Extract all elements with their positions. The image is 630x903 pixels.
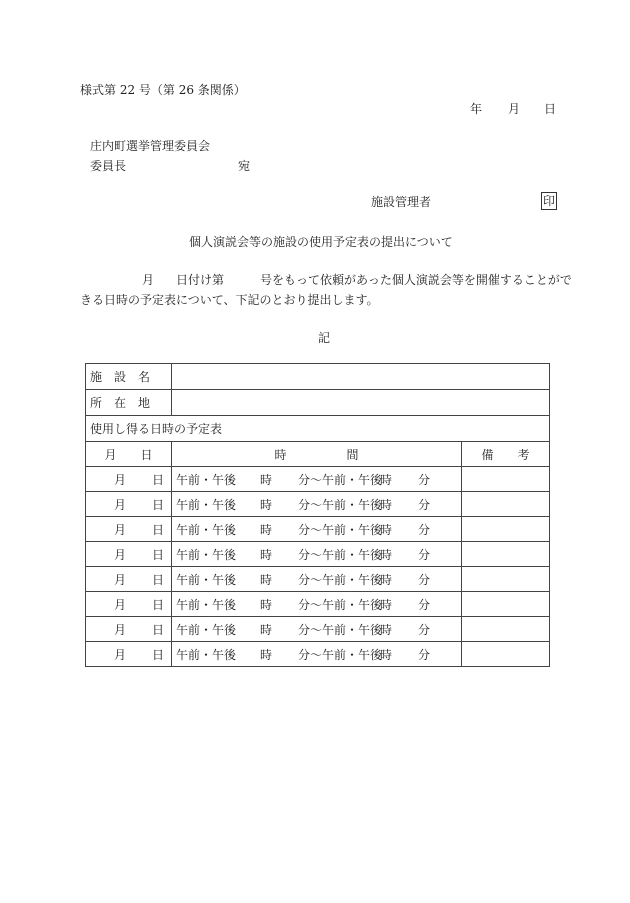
schedule-row — [86, 567, 550, 592]
row-minute-to: 分～午前・午後 — [298, 622, 383, 637]
row-time-cell[interactable] — [172, 592, 462, 617]
date-day: 日 — [544, 102, 557, 116]
body-day-ref: 日付け第 — [176, 273, 225, 287]
row-ampm-start: 午前・午後 — [176, 647, 237, 662]
row-day: 日 — [151, 547, 164, 562]
row-ampm-start: 午前・午後 — [176, 472, 237, 487]
row-minute-end: 分 — [418, 622, 431, 637]
schedule-label: 使用し得る日時の予定表 — [86, 416, 550, 442]
row-time-cell[interactable] — [172, 467, 462, 492]
row-remarks-cell[interactable] — [462, 542, 550, 567]
row-month: 月 — [113, 472, 126, 487]
row-minute-to: 分～午前・午後 — [298, 547, 383, 562]
row-ampm-start: 午前・午後 — [176, 547, 237, 562]
row-hour-start: 時 — [260, 622, 273, 637]
row-date-cell[interactable] — [86, 467, 172, 492]
row-date-cell[interactable] — [86, 492, 172, 517]
row-month: 月 — [113, 597, 126, 612]
row-minute-end: 分 — [418, 522, 431, 537]
row-hour-end: 時 — [380, 647, 393, 662]
row-hour-end: 時 — [380, 497, 393, 512]
row-hour-end: 時 — [380, 522, 393, 537]
row-minute-end: 分 — [418, 472, 431, 487]
schedule-row — [86, 542, 550, 567]
row-ampm-start: 午前・午後 — [176, 622, 237, 637]
row-day: 日 — [151, 647, 164, 662]
body-month: 月 — [142, 273, 155, 287]
schedule-row — [86, 617, 550, 642]
facility-name-field[interactable] — [172, 364, 550, 390]
header-remarks: 備 考 — [462, 442, 550, 467]
row-day: 日 — [151, 597, 164, 612]
row-hour-end: 時 — [380, 547, 393, 562]
schedule-table — [85, 363, 550, 667]
row-hour-end: 時 — [380, 472, 393, 487]
row-date-cell[interactable] — [86, 542, 172, 567]
subject-title: 個人演説会等の施設の使用予定表の提出について — [189, 235, 453, 249]
row-month: 月 — [113, 547, 126, 562]
row-remarks-cell[interactable] — [462, 617, 550, 642]
row-minute-to: 分～午前・午後 — [298, 597, 383, 612]
row-remarks-cell[interactable] — [462, 492, 550, 517]
schedule-row — [86, 592, 550, 617]
row-date-cell[interactable] — [86, 517, 172, 542]
row-ampm-start: 午前・午後 — [176, 597, 237, 612]
row-hour-start: 時 — [260, 547, 273, 562]
form-number: 様式第 22 号（第 26 条関係） — [80, 83, 246, 97]
header-time: 時 間 — [172, 442, 462, 467]
row-remarks-cell[interactable] — [462, 517, 550, 542]
row-date-cell[interactable] — [86, 567, 172, 592]
row-ampm-start: 午前・午後 — [176, 497, 237, 512]
row-day: 日 — [151, 472, 164, 487]
row-ampm-start: 午前・午後 — [176, 522, 237, 537]
row-month: 月 — [113, 647, 126, 662]
row-day: 日 — [151, 522, 164, 537]
row-time-cell[interactable] — [172, 542, 462, 567]
row-day: 日 — [151, 572, 164, 587]
row-date-cell[interactable] — [86, 617, 172, 642]
row-hour-end: 時 — [380, 597, 393, 612]
row-month: 月 — [113, 622, 126, 637]
row-hour-start: 時 — [260, 497, 273, 512]
schedule-row — [86, 642, 550, 667]
row-month: 月 — [113, 572, 126, 587]
row-minute-to: 分～午前・午後 — [298, 572, 383, 587]
row-time-cell[interactable] — [172, 642, 462, 667]
row-month: 月 — [113, 497, 126, 512]
location-label: 所在地 — [86, 390, 172, 416]
row-time-cell[interactable] — [172, 492, 462, 517]
submitter-label: 施設管理者 — [371, 195, 432, 209]
row-hour-start: 時 — [260, 647, 273, 662]
addressee-title: 委員長 — [90, 159, 127, 173]
row-minute-to: 分～午前・午後 — [298, 497, 383, 512]
row-minute-end: 分 — [418, 497, 431, 512]
location-field[interactable] — [172, 390, 550, 416]
row-day: 日 — [151, 497, 164, 512]
row-ampm-start: 午前・午後 — [176, 572, 237, 587]
row-hour-end: 時 — [380, 622, 393, 637]
row-minute-end: 分 — [418, 647, 431, 662]
row-remarks-cell[interactable] — [462, 642, 550, 667]
facility-name-label: 施設名 — [86, 364, 172, 390]
header-date: 月 日 — [86, 442, 172, 467]
row-minute-to: 分～午前・午後 — [298, 647, 383, 662]
row-month: 月 — [113, 522, 126, 537]
row-hour-end: 時 — [380, 572, 393, 587]
date-year: 年 — [470, 102, 483, 116]
row-remarks-cell[interactable] — [462, 567, 550, 592]
row-minute-to: 分～午前・午後 — [298, 472, 383, 487]
row-remarks-cell[interactable] — [462, 592, 550, 617]
schedule-row — [86, 517, 550, 542]
row-time-cell[interactable] — [172, 517, 462, 542]
row-date-cell[interactable] — [86, 592, 172, 617]
row-hour-start: 時 — [260, 472, 273, 487]
row-hour-start: 時 — [260, 522, 273, 537]
date-month: 月 — [508, 102, 521, 116]
row-day: 日 — [151, 622, 164, 637]
row-hour-start: 時 — [260, 572, 273, 587]
row-minute-end: 分 — [418, 597, 431, 612]
schedule-row — [86, 467, 550, 492]
ki-heading: 記 — [318, 331, 331, 345]
row-minute-end: 分 — [418, 572, 431, 587]
schedule-row — [86, 492, 550, 517]
row-time-cell[interactable] — [172, 567, 462, 592]
addressee-suffix: 宛 — [238, 159, 251, 173]
addressee-org: 庄内町選挙管理委員会 — [90, 139, 211, 153]
body-line2: きる日時の予定表について、下記のとおり提出します。 — [80, 293, 379, 307]
row-remarks-cell[interactable] — [462, 467, 550, 492]
row-date-cell[interactable] — [86, 642, 172, 667]
seal-mark: 印 — [543, 194, 556, 208]
row-time-cell[interactable] — [172, 617, 462, 642]
row-minute-end: 分 — [418, 547, 431, 562]
row-hour-start: 時 — [260, 597, 273, 612]
row-minute-to: 分～午前・午後 — [298, 522, 383, 537]
body-line1-rest: 号をもって依頼があった個人演説会等を開催することがで — [260, 273, 572, 287]
